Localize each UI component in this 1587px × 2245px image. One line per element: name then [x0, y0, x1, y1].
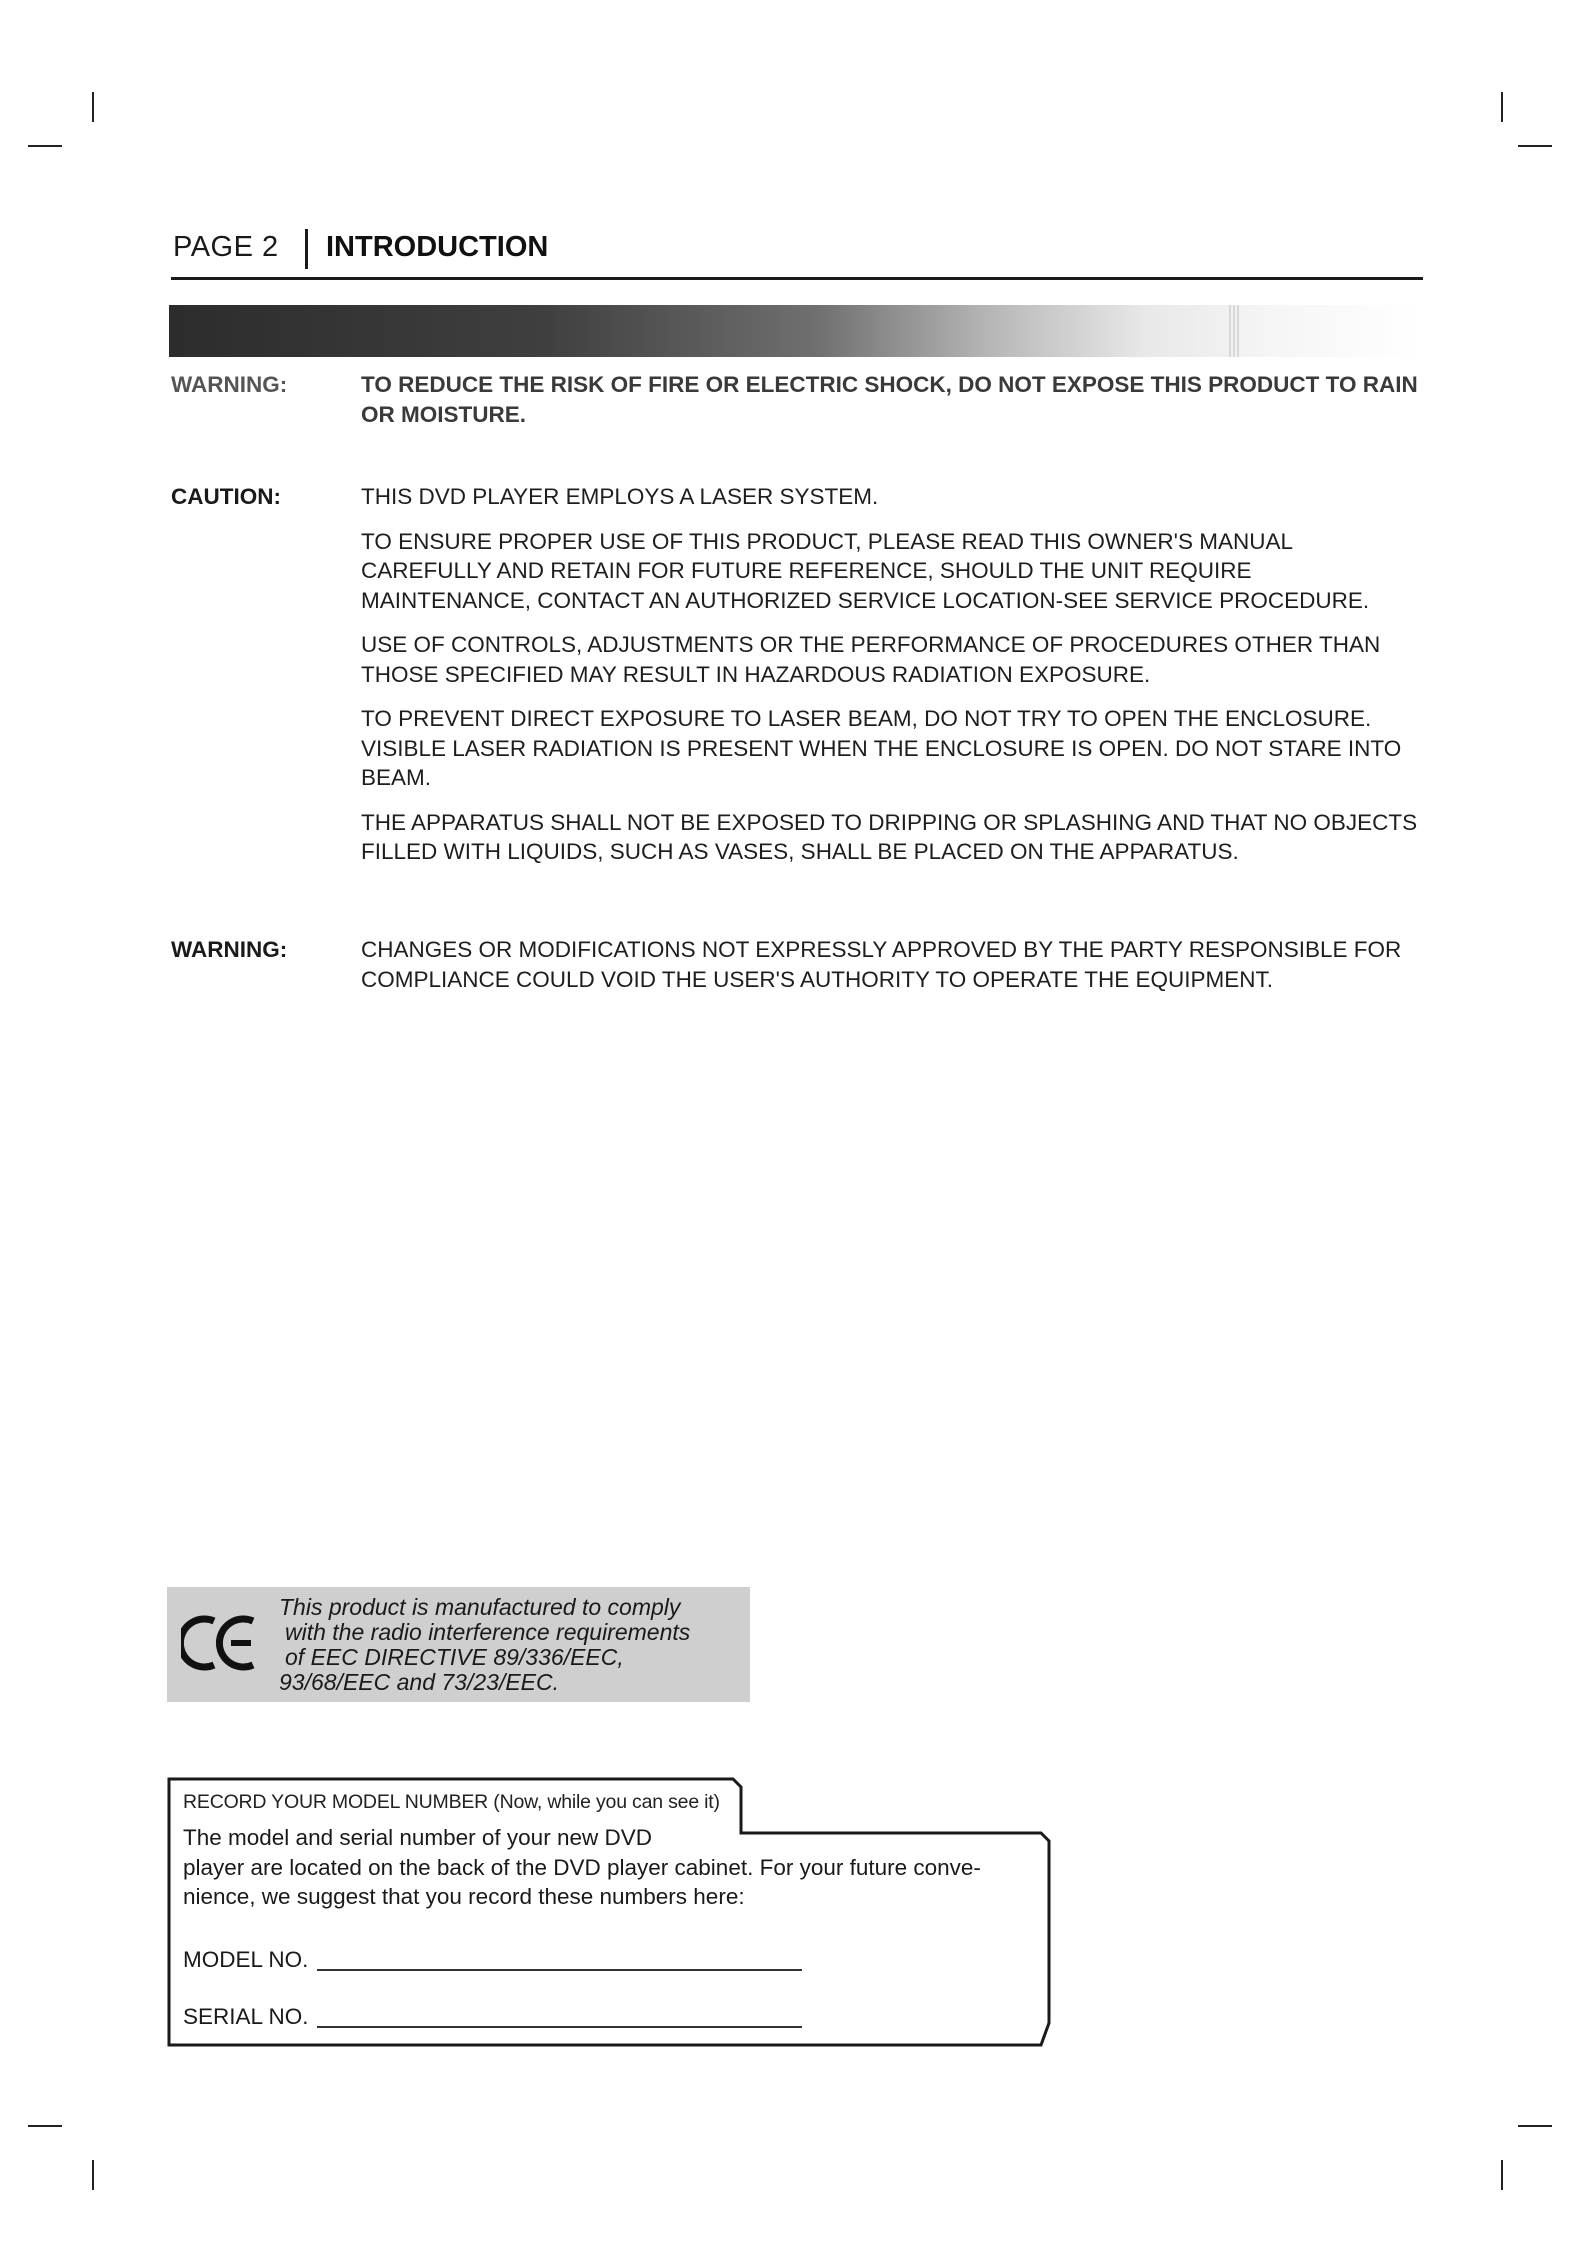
- record-model-number-box: [167, 1777, 1055, 2047]
- banner-accent: [1229, 305, 1239, 357]
- record-line: The model and serial number of your new DVD: [183, 1825, 652, 1850]
- caution-paragraph: THIS DVD PLAYER EMPLOYS A LASER SYSTEM.: [361, 484, 879, 509]
- caution-paragraph: TO PREVENT DIRECT EXPOSURE TO LASER BEAM, DO NOT TRY TO OPEN THE ENCLOSURE. VISIBLE LASER RADIATION IS PRESENT WHEN THE ENCLOSURE IS OPEN. DO NOT STARE INTO BEAM.: [361, 706, 1402, 790]
- serial-number-label: SERIAL NO.: [183, 2004, 309, 2029]
- model-number-label: MODEL NO.: [183, 1947, 309, 1972]
- warning-label: WARNING:: [171, 372, 288, 397]
- crop-mark: [28, 2125, 62, 2127]
- ce-line: of EEC DIRECTIVE 89/336/EEC,: [285, 1644, 624, 1670]
- record-line: nience, we suggest that you record these numbers here:: [183, 1884, 745, 1909]
- crop-mark: [28, 145, 62, 147]
- crop-mark: [1518, 2125, 1552, 2127]
- caution-notice: [171, 482, 1421, 882]
- ce-line: 93/68/EEC and 73/23/EEC.: [279, 1669, 560, 1695]
- warning-notice: [171, 935, 1421, 1009]
- caution-paragraph: USE OF CONTROLS, ADJUSTMENTS OR THE PERFORMANCE OF PROCEDURES OTHER THAN THOSE SPECIFIED MAY RESULT IN HAZARDOUS RADIATION EXPOSURE.: [361, 632, 1381, 687]
- warning-label: WARNING:: [171, 937, 288, 962]
- crop-mark: [1518, 145, 1552, 147]
- serial-number-line[interactable]: [317, 2026, 802, 2028]
- section-banner: [169, 305, 1419, 357]
- page-header: [171, 225, 1423, 280]
- ce-statement: [279, 1595, 739, 1695]
- warning-notice: [171, 370, 1421, 444]
- record-box-title: RECORD YOUR MODEL NUMBER (Now, while you can see it): [183, 1791, 720, 1813]
- ce-compliance-box: [167, 1587, 750, 1702]
- crop-mark: [92, 2160, 94, 2190]
- caution-paragraph: TO ENSURE PROPER USE OF THIS PRODUCT, PLEASE READ THIS OWNER'S MANUAL CAREFULLY AND RETAIN FOR FUTURE REFERENCE, SHOULD THE UNIT REQUIRE MAINTENANCE, CONTACT AN AUTHORIZED SERVICE LOCATION-SEE SERVICE PROCEDURE.: [361, 528, 1370, 613]
- page-number: PAGE 2: [173, 231, 279, 263]
- ce-line: with the radio interference requirements: [285, 1619, 691, 1645]
- warning-text: TO REDUCE THE RISK OF FIRE OR ELECTRIC SHOCK, DO NOT EXPOSE THIS PRODUCT TO RAIN OR MOISTURE.: [361, 372, 1418, 427]
- crop-mark: [92, 92, 94, 122]
- ce-mark-icon: [181, 1613, 261, 1673]
- caution-paragraph: THE APPARATUS SHALL NOT BE EXPOSED TO DRIPPING OR SPLASHING AND THAT NO OBJECTS FILLED WITH LIQUIDS, SUCH AS VASES, SHALL BE PLACED ON THE APPARATUS.: [361, 809, 1418, 864]
- record-box-instructions: [183, 1823, 1043, 1912]
- record-line: player are located on the back of the DVD player cabinet. For your future conve-: [183, 1854, 981, 1880]
- ce-line: This product is manufactured to comply: [279, 1594, 681, 1620]
- crop-mark: [1501, 2160, 1503, 2190]
- warning-text: CHANGES OR MODIFICATIONS NOT EXPRESSLY APPROVED BY THE PARTY RESPONSIBLE FOR COMPLIANCE COULD VOID THE USER'S AUTHORITY TO OPERATE THE EQUIPMENT.: [361, 937, 1402, 992]
- caution-label: CAUTION:: [171, 484, 281, 509]
- section-title: INTRODUCTION: [326, 231, 549, 263]
- model-number-field[interactable]: [183, 1947, 308, 1973]
- model-number-line[interactable]: [317, 1969, 802, 1971]
- header-divider: [305, 229, 308, 269]
- crop-mark: [1501, 92, 1503, 122]
- serial-number-field[interactable]: [183, 2004, 308, 2030]
